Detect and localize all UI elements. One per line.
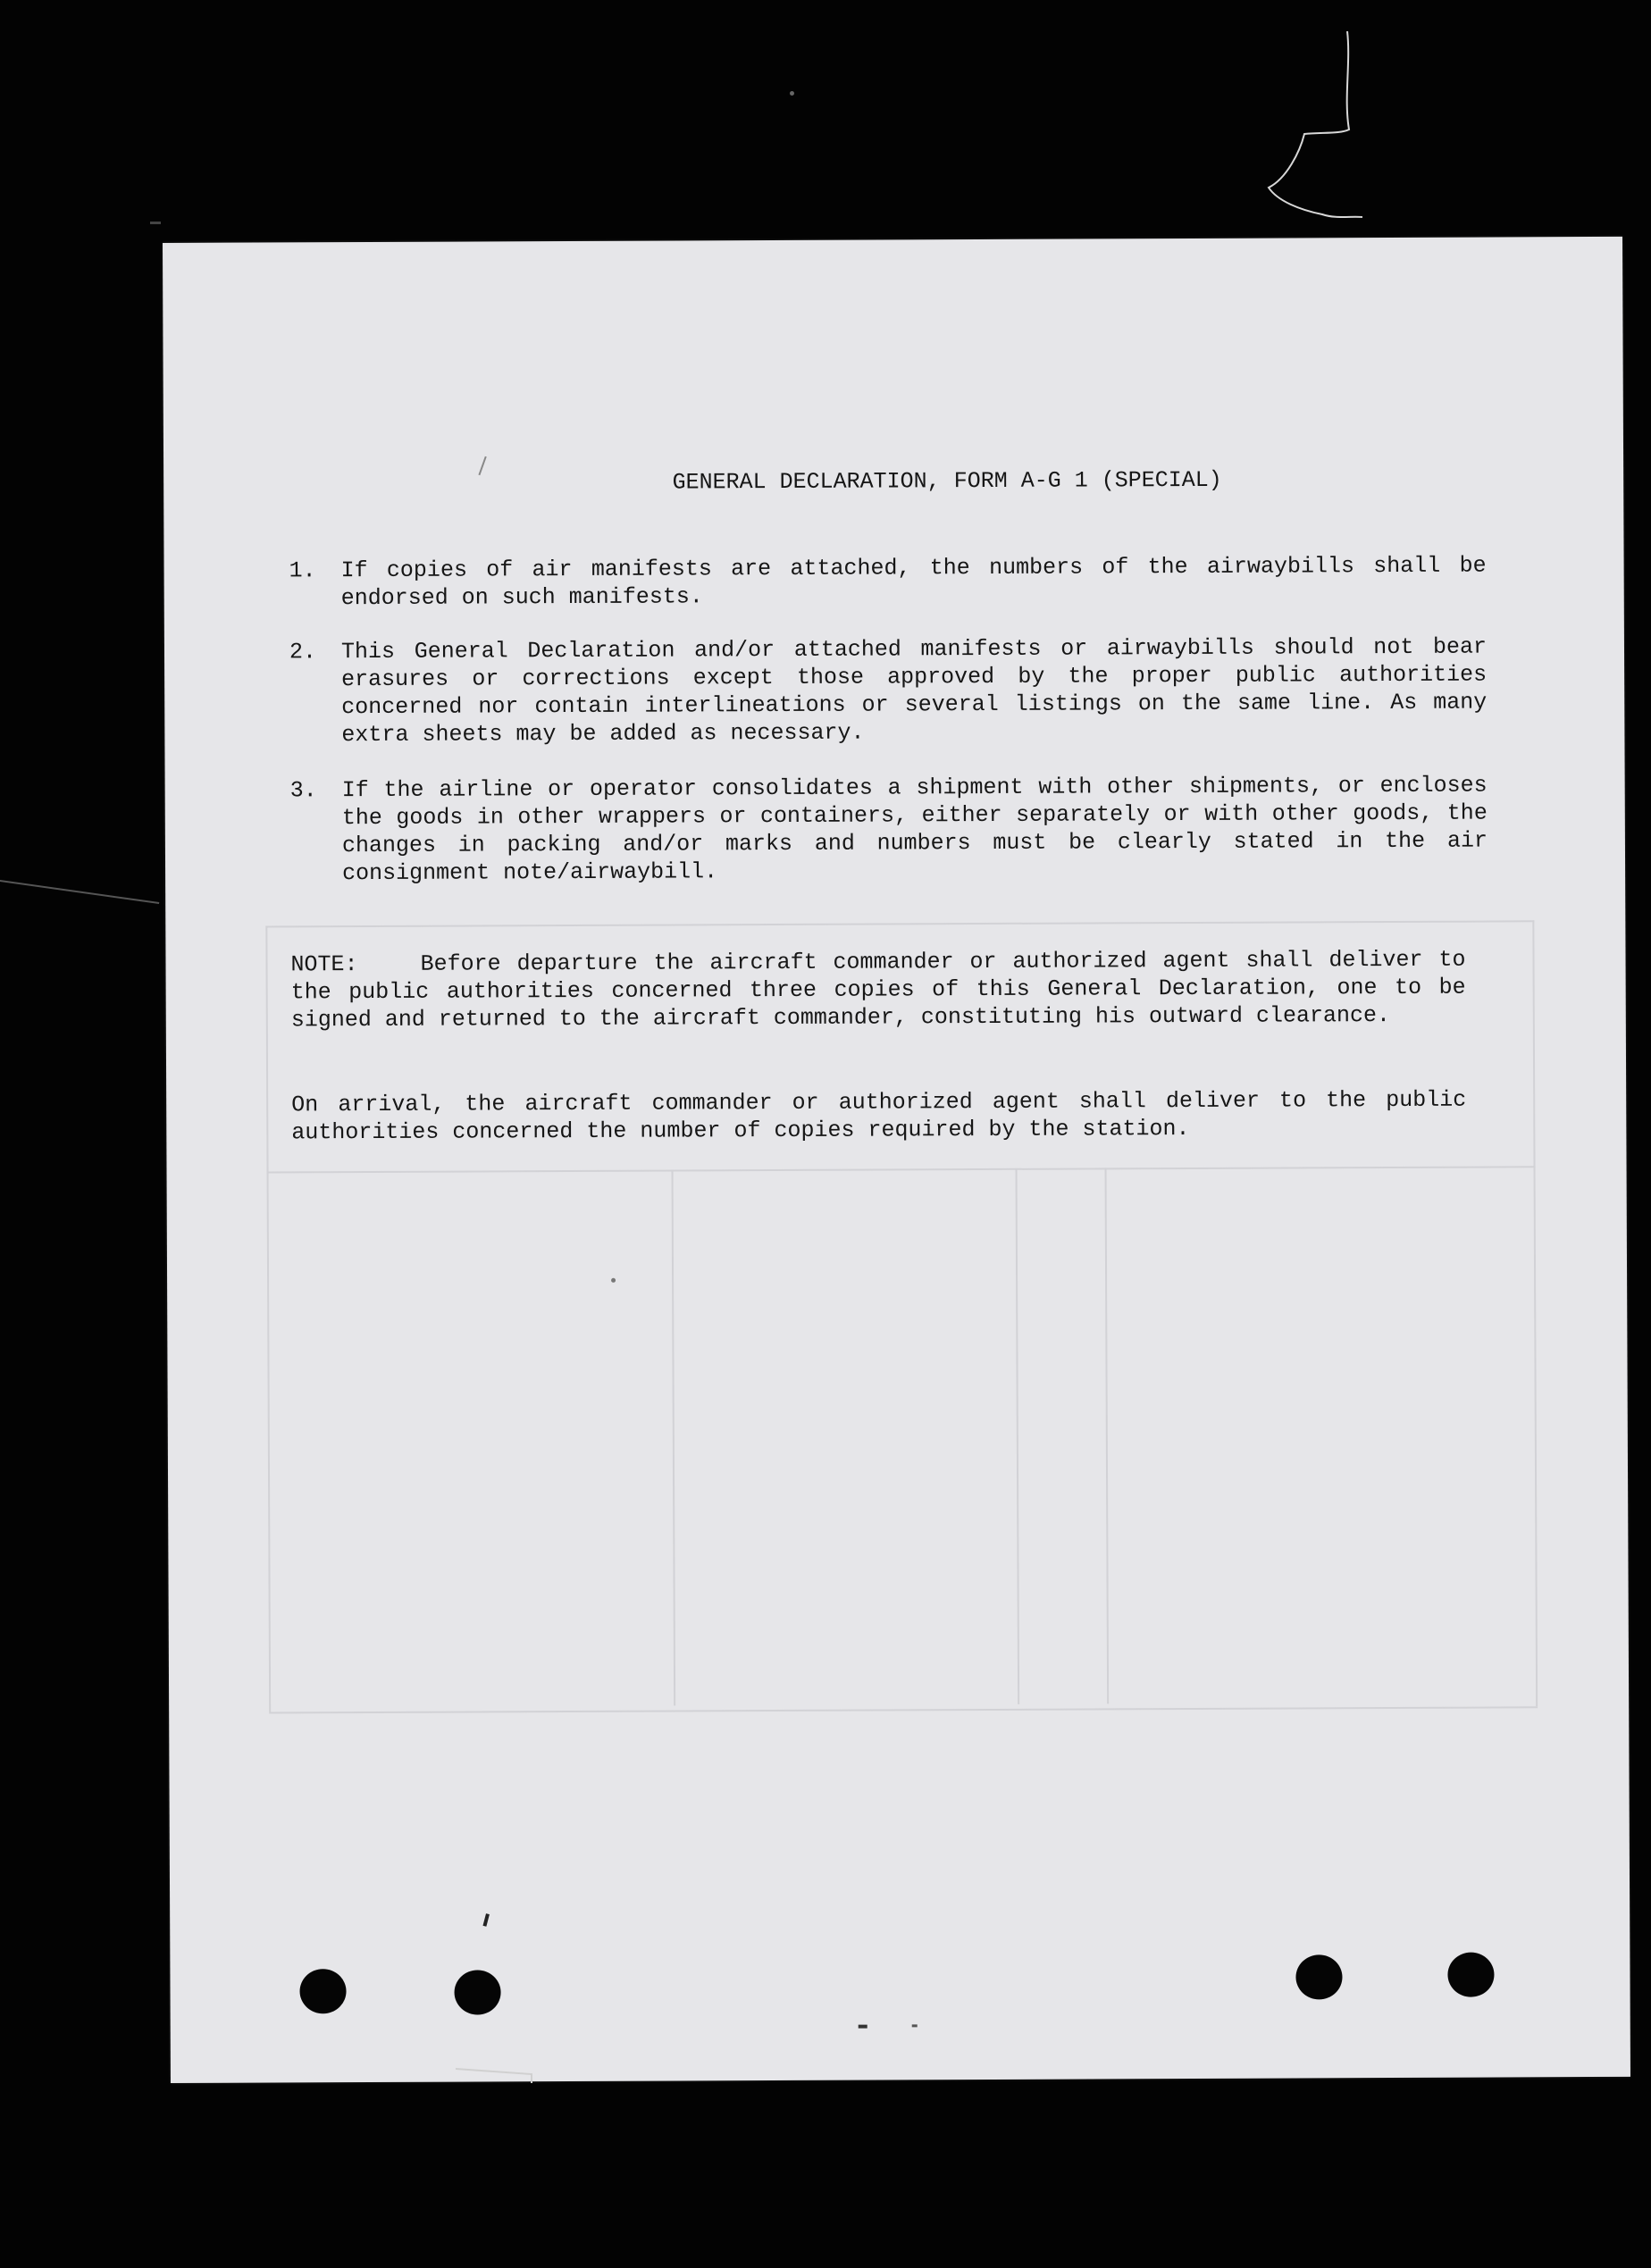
- paper-speck: [859, 2025, 867, 2029]
- note-text: Before departure the aircraft commander or authorized agent shall deliver to the public authorities concerned three copies of this General Declaration, one to be signed and returned to the aircraft commander, constituting his outward clearance.: [290, 946, 1466, 1034]
- bleed-through-rule: [265, 925, 271, 1711]
- item-number: 3.: [289, 777, 317, 804]
- scan-speck: [790, 91, 794, 96]
- note-label: NOTE:: [290, 951, 358, 978]
- document-page: [163, 237, 1630, 2083]
- item-number: 2.: [289, 639, 317, 665]
- bleed-through-rule: [267, 1166, 1536, 1173]
- paper-speck: [482, 1913, 489, 1927]
- item-text: If the airline or operator consolidates a shipment with other shipments, or encloses the goods in other wrappers or containers, either separately or with other goods, the changes in packing and/or marks and numbers must be clearly stated in the air consignment note/airwaybill.: [341, 772, 1488, 887]
- paper-speck: [912, 2024, 918, 2027]
- scanner-wire-mark: [1251, 27, 1376, 232]
- paper-speck: [611, 1278, 616, 1283]
- punch-hole: [454, 1970, 500, 2014]
- list-item: [289, 633, 1488, 749]
- list-item: [289, 552, 1487, 613]
- item-text: If copies of air manifests are attached, the numbers of the airwaybills shall be endorsed on such manifests.: [340, 552, 1487, 612]
- scan-speck: [0, 880, 159, 904]
- item-text: This General Declaration and/or attached manifests or airwaybills should not bear erasures or corrections except those approved by the proper public authorities concerned nor contain interlineations or several listings on the same line. As many extra sheets may be added as necessary.: [340, 633, 1488, 749]
- bleed-through-rule: [1105, 1167, 1110, 1703]
- paper-clip-mark: [451, 2062, 541, 2088]
- note-paragraph: [290, 946, 1465, 1034]
- scan-speck: [150, 222, 161, 224]
- bleed-through-rule: [1016, 1168, 1020, 1704]
- bleed-through-rule: [1532, 920, 1538, 1706]
- punch-hole: [299, 1969, 346, 2013]
- page-title: GENERAL DECLARATION, FORM A-G 1 (SPECIAL): [672, 466, 1222, 496]
- arrival-paragraph: On arrival, the aircraft commander or authorized agent shall deliver to the public authorities concerned the number of copies required by the station.: [291, 1086, 1467, 1146]
- punch-hole: [1447, 1953, 1494, 1997]
- list-item: [290, 772, 1488, 888]
- bleed-through-rule: [672, 1170, 676, 1706]
- bleed-through-rule: [269, 1706, 1538, 1713]
- punch-hole: [1295, 1954, 1342, 1999]
- bleed-through-rule: [265, 920, 1534, 927]
- item-number: 1.: [289, 557, 316, 584]
